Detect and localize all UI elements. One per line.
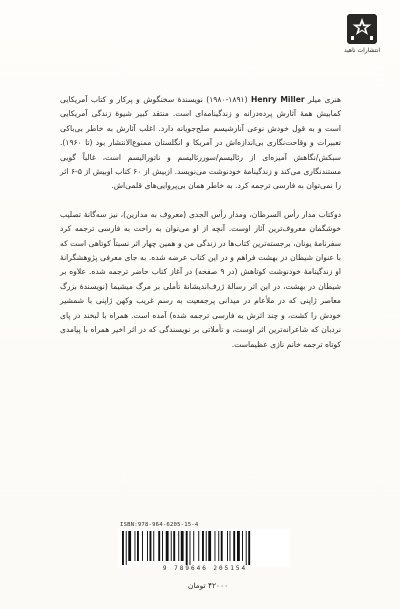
barcode-bar — [171, 531, 172, 561]
barcode — [118, 529, 290, 567]
barcode-bar — [193, 531, 194, 561]
barcode-bar — [178, 531, 179, 561]
barcode-bar — [242, 531, 243, 561]
barcode-bar — [162, 531, 163, 561]
barcode-bar — [237, 531, 240, 561]
barcode-bar — [190, 531, 191, 565]
barcode-bar — [181, 531, 184, 561]
barcode-bar — [215, 531, 216, 561]
barcode-bar — [233, 531, 235, 561]
barcode-bar — [173, 531, 175, 561]
barcode-bar — [135, 531, 136, 561]
barcode-bar — [158, 531, 160, 561]
barcode-bar — [221, 531, 223, 561]
barcode-bar — [202, 531, 204, 561]
barcode-bar — [137, 531, 139, 561]
barcode-bar — [122, 531, 124, 565]
isbn-label: ISBN:978-964-6205-15-4 — [120, 522, 199, 528]
barcode-bar — [147, 531, 148, 561]
barcode-bar — [248, 531, 250, 565]
author-name-latin: Henry Miller — [251, 95, 305, 104]
publisher-name: انتشارات ناهید — [343, 47, 381, 54]
barcode-bar — [218, 531, 219, 561]
barcode-bar — [186, 531, 188, 565]
blurb-paragraph-1 — [60, 93, 341, 194]
barcode-bar — [142, 531, 143, 561]
barcode-bar — [126, 531, 127, 565]
barcode-bar — [166, 531, 169, 561]
price: ۴۲۰۰۰ تومان — [187, 581, 229, 590]
barcode-bar — [208, 531, 211, 561]
barcode-bar — [153, 531, 154, 561]
barcode-bar — [198, 531, 199, 561]
barcode-bar — [206, 531, 207, 561]
publisher-logo — [342, 12, 382, 54]
blurb-paragraph-2: دوکتاب مدار رأس السرطان، ومدار رأس الجدی (معروف به مدارین)، نیز سه‌گانهٔ تصلیب خوشگمان معروف‌ترین آثار اوست. آنچه از او می‌توان به راحت به فارسی ترجمه کرد سفرنامهٔ یونان، برجسته‌ترین کتاب‌ها در زندگی من و همین چهار اثر نسبتاً کوتاهی است که با عنوان شیطان در بهشت فراهم و در این کتاب عرضه شده. به جای معرفی پژوهشگرانهٔ او زندگینامهٔ خودنوشت کوتاهش (در ۹ صفحه) در آغاز کتاب حاضر ترجمه شده. علاوه بر شیطان در بهشت، در این اثر رسالهٔ ژرف‌اندیشانهٔ تأملی بر مرگ میشیما (نویسندهٔ بزرگ معاصر ژاپنی که در ملأعام در میدانی پرجمعیت به رسم غریب وکهن ژاپنی با شمشیر خودش را کشت، و چند اثرش به فارسی ترجمه شده) آمده است. همراه با لبخند در پای نردبان که شاعرانه‌ترین اثر اوست، و تأملاتی بر نویسندگی که در اثر اخیر همراه با پیامدی کوتاه ترجمه خانم نازی عظیماست. — [60, 209, 341, 349]
author-name-persian: هنری میلر — [308, 95, 341, 104]
barcode-bar — [230, 531, 231, 561]
barcode-bar — [246, 531, 247, 565]
barcode-bar — [128, 531, 131, 561]
barcode-bar — [227, 531, 228, 561]
barcode-bar — [150, 531, 152, 561]
blurb-paragraph-1-text: (۱۸۹۱-۱۹۸۰) نویسندهٔ سخنگوش و پرکار و کتاب آمریکایی کمابیش همهٔ آثارش پرده‌درانه و زندگینامه‌ای است. منتقد کبیر شیوهٔ زندگی آمریکایی است و به قول خودش نوعی آنارشیسم صلح‌جویانه دارد. اغلب آثارش به خاطر بی‌باکی تعبیرات و وقاحت‌نگاری بی‌اندازه‌اش در آمریکا و انگلستان ممنوع‌الانتشار بود (تا ۱۹۶۰). سبکش/نگاهش آمیزه‌ای از رئالیسم/سوررئالیسم و ناتورالیسم است، غالباً گویی مستندنگاری می‌کند و زندگینامهٔ خودنوشت می‌نویسد. ازبیش از ۶۰ کتاب اوبیش از ۵-۶ اثر را نمی‌توان به فارسی ترجمه کرد. به خاطر همان بی‌پروایی‌های قلمی‌اش. — [60, 95, 342, 191]
star-logo-icon — [345, 12, 379, 46]
barcode-digits: 9 789646 205154 — [162, 565, 248, 572]
blurb-text — [60, 93, 341, 352]
barcode-bars — [118, 529, 290, 567]
